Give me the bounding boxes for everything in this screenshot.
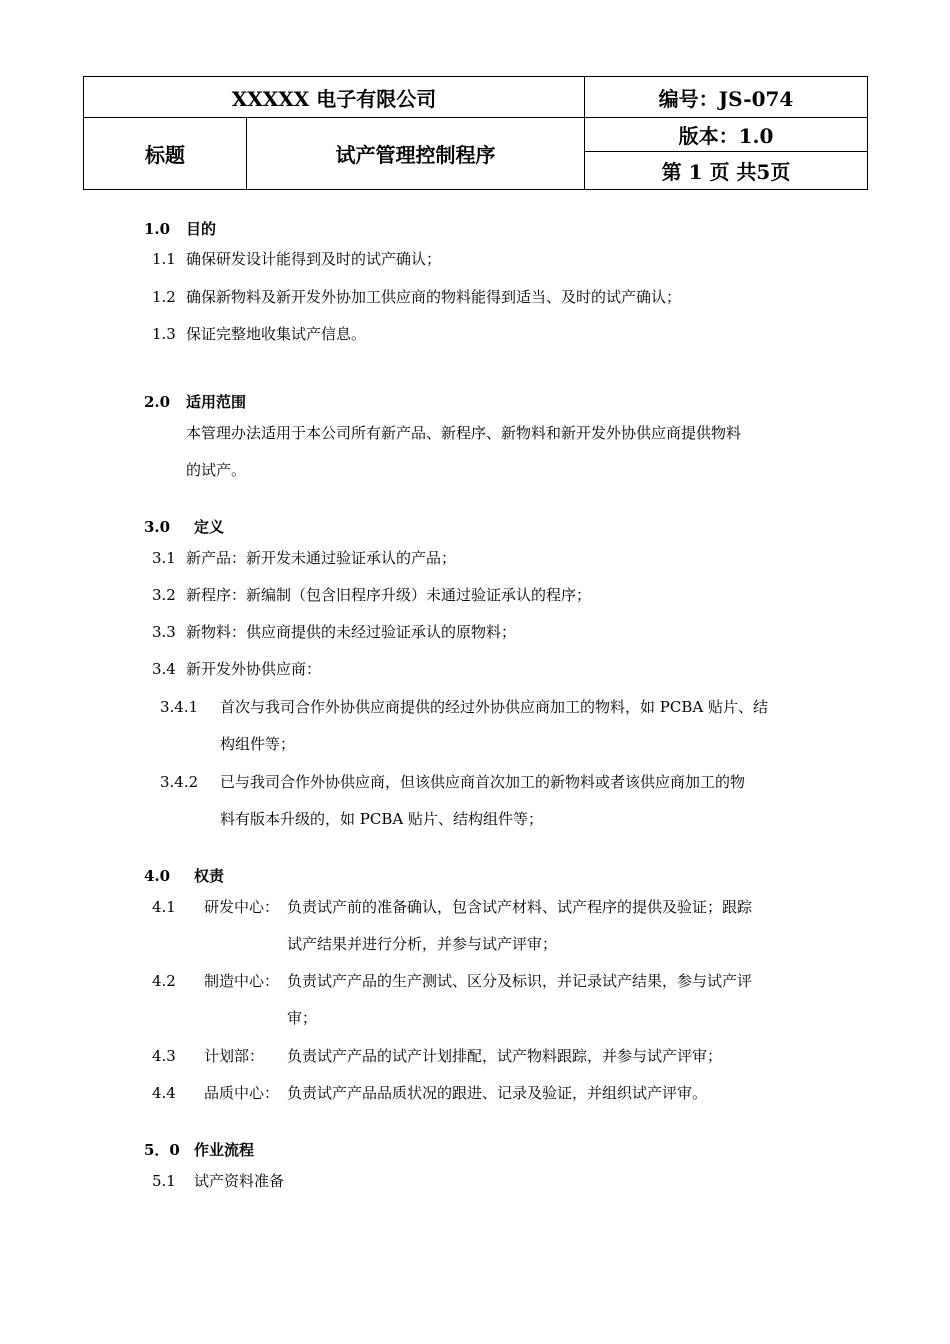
section-heading-responsibilities: 4.0 权责 <box>144 867 225 885</box>
list-item: 3.3 新物料：供应商提供的未经过验证承认的原物料； <box>152 623 517 641</box>
list-item: 1.3 保证完整地收集试产信息。 <box>152 325 367 343</box>
section-heading-purpose: 1.0 目的 <box>144 220 217 238</box>
list-item: 4.3 计划部： 负责试产产品的试产计划排配，试产物料跟踪，并参与试产评审； <box>152 1047 723 1065</box>
paragraph-line: 构组件等； <box>220 735 296 753</box>
list-item: 1.2 确保新物料及新开发外协加工供应商的物料能得到适当、及时的试产确认； <box>152 288 682 306</box>
list-item: 3.4.2 已与我司合作外协供应商，但该供应商首次加工的新物料或者该供应商加工的物 <box>160 773 746 791</box>
document-title: 试产管理控制程序 <box>247 118 585 190</box>
section-heading-definitions: 3.0 定义 <box>144 518 225 536</box>
list-item: 4.4 品质中心： 负责试产产品品质状况的跟进、记录及验证，并组织试产评审。 <box>152 1084 708 1102</box>
list-item: 4.2 制造中心： 负责试产产品的生产测试、区分及标识，并记录试产结果，参与试产评 <box>152 972 753 990</box>
company-name: XXXXX 电子有限公司 <box>84 77 585 118</box>
list-item: 3.2 新程序：新编制（包含旧程序升级）未通过验证承认的程序； <box>152 586 592 604</box>
list-item: 4.1 研发中心： 负责试产前的准备确认，包含试产材料、试产程序的提供及验证；跟踪 <box>152 898 753 916</box>
list-item: 3.4.1 首次与我司合作外协供应商提供的经过外协供应商加工的物料，如 PCBA 贴片、结 <box>160 698 768 716</box>
paragraph-line: 审； <box>287 1009 318 1027</box>
document-code: 编号：JS-074 <box>585 77 868 118</box>
section-heading-workflow: 5．0 作业流程 <box>144 1141 255 1159</box>
title-label: 标题 <box>84 118 247 190</box>
page-number: 第 1 页 共5页 <box>585 152 868 190</box>
document-header-table <box>83 76 868 190</box>
paragraph-line: 试产结果并进行分析，并参与试产评审； <box>287 935 558 953</box>
paragraph-line: 本管理办法适用于本公司所有新产品、新程序、新物料和新开发外协供应商提供物料 <box>186 424 742 442</box>
paragraph-line: 的试产。 <box>186 461 247 479</box>
list-item: 1.1 确保研发设计能得到及时的试产确认； <box>152 250 442 268</box>
paragraph-line: 料有版本升级的，如 PCBA 贴片、结构组件等； <box>220 810 543 828</box>
list-item: 3.4 新开发外协供应商： <box>152 660 322 678</box>
document-version: 版本：1.0 <box>585 118 868 152</box>
list-item: 3.1 新产品：新开发未通过验证承认的产品； <box>152 549 457 567</box>
list-item: 5.1 试产资料准备 <box>152 1172 285 1190</box>
section-heading-scope: 2.0 适用范围 <box>144 393 247 411</box>
